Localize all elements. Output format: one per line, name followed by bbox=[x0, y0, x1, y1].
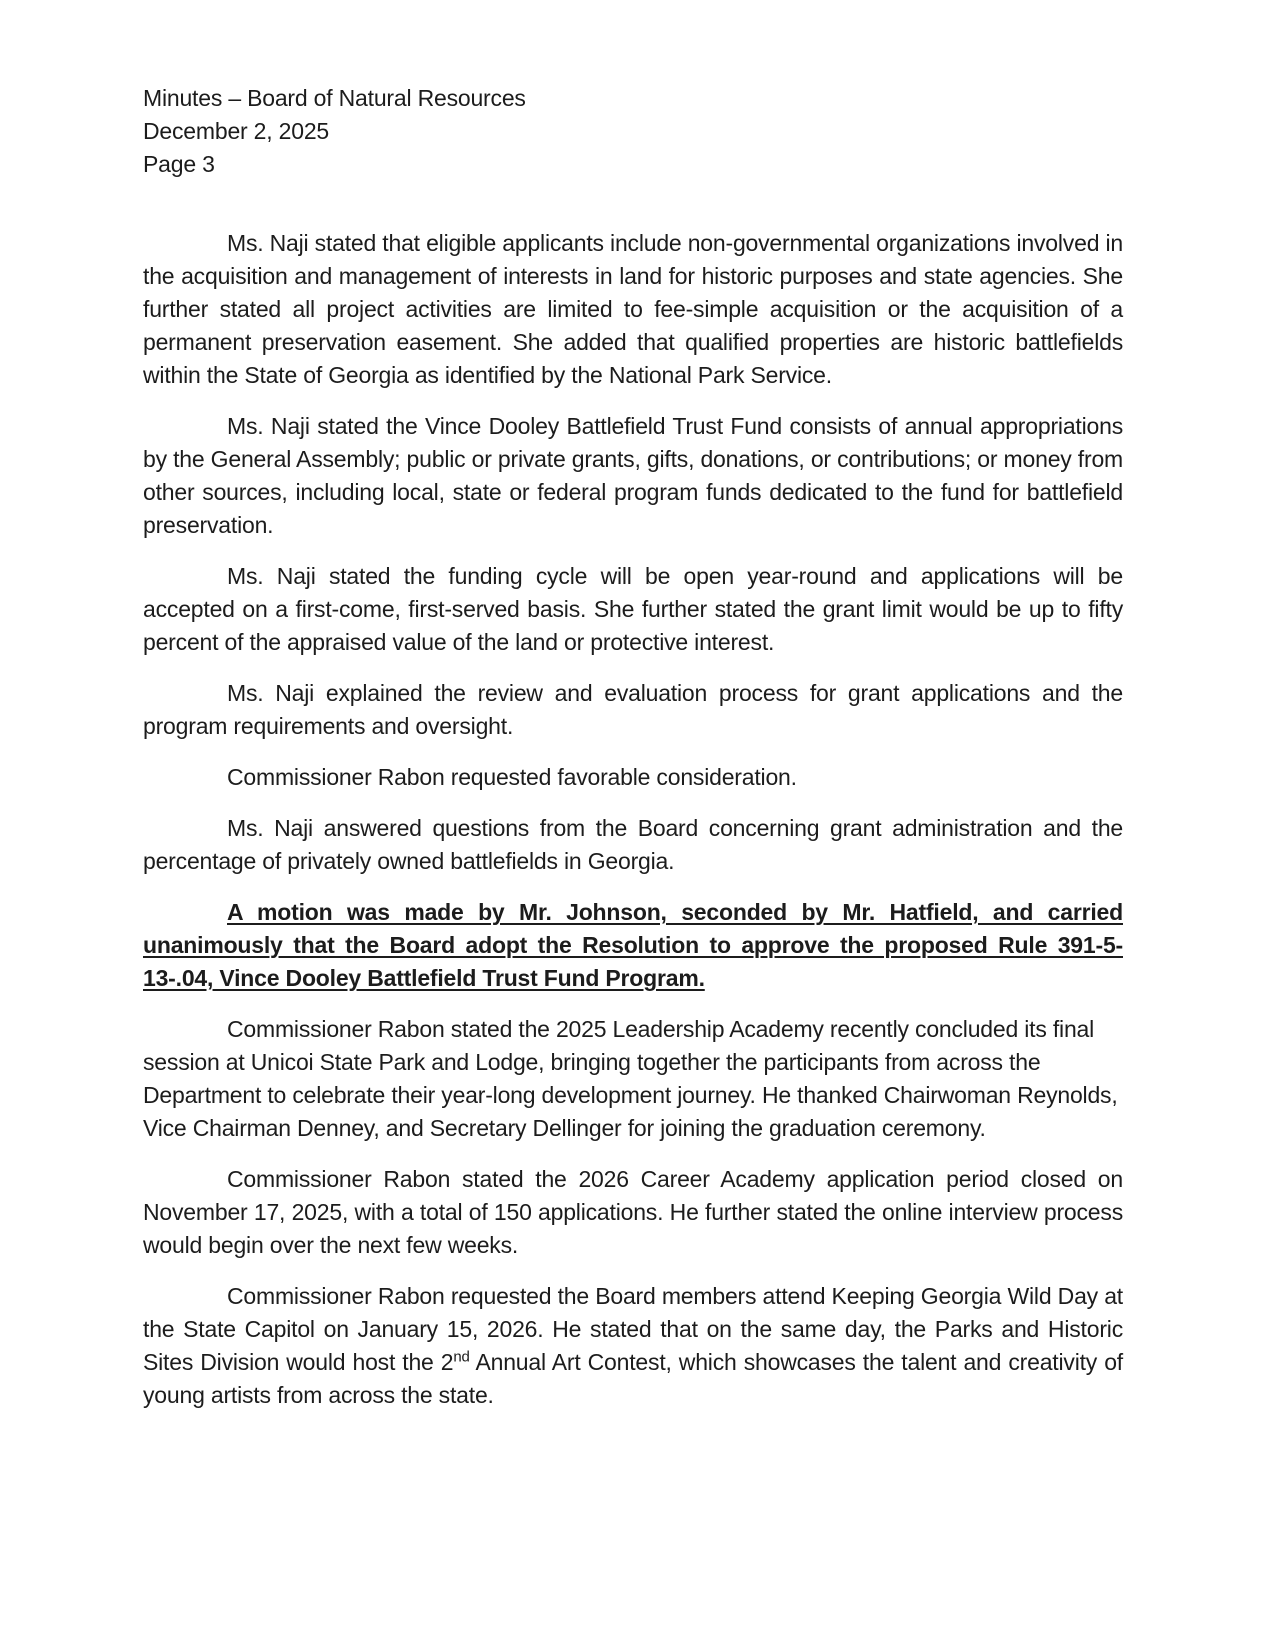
document-content bbox=[143, 82, 1123, 1430]
paragraph-leadership-academy: Commissioner Rabon stated the 2025 Leadership Academy recently concluded its final session at Unicoi State Park and Lodge, bringing together the participants from across the Department to celebrate their year-long development journey. He thanked Chairwoman Reynolds, Vice Chairman Denney, and Secretary Dellinger for joining the graduation ceremony. bbox=[143, 1016, 1118, 1141]
header-date: December 2, 2025 bbox=[143, 118, 330, 144]
paragraph-funding-cycle: Ms. Naji stated the funding cycle will be open year-round and applications will be accepted on a first-come, first-served basis. She further stated the grant limit would be up to fifty percent of the appraised value of the land or protective interest. bbox=[143, 563, 1123, 655]
document-header bbox=[143, 82, 1123, 181]
paragraph-review-process: Ms. Naji explained the review and evaluation process for grant applications and the program requirements and oversight. bbox=[143, 680, 1123, 739]
paragraph-segment-post: Annual Art Contest, which showcases the talent and creativity of young artists from across the state. bbox=[143, 1349, 1123, 1408]
paragraph-segment-pre: Commissioner Rabon requested the Board members attend Keeping Georgia Wild Day at the State Capitol on January 15, 2026. He stated that on the same day, the Parks and Historic Sites Division would host the 2 bbox=[143, 1283, 1123, 1375]
header-title: Minutes – Board of Natural Resources bbox=[143, 85, 526, 111]
ordinal-superscript: nd bbox=[453, 1348, 470, 1366]
paragraph-career-academy: Commissioner Rabon stated the 2026 Career Academy application period closed on November 17, 2025, with a total of 150 applications. He further stated the online interview process would begin over the next few weeks. bbox=[143, 1166, 1123, 1258]
paragraph-trust-fund-sources: Ms. Naji stated the Vince Dooley Battlefield Trust Fund consists of annual appropriations by the General Assembly; public or private grants, gifts, donations, or contributions; or money from other sources, including local, state or federal program funds dedicated to the fund for battlefield preservation. bbox=[143, 413, 1123, 538]
paragraph-favorable-consideration: Commissioner Rabon requested favorable consideration. bbox=[227, 764, 797, 790]
paragraph-keeping-georgia-wild bbox=[143, 1280, 1123, 1412]
paragraph-board-questions: Ms. Naji answered questions from the Board concerning grant administration and the percentage of privately owned battlefields in Georgia. bbox=[143, 815, 1123, 874]
header-page-number: Page 3 bbox=[143, 151, 215, 177]
paragraph-eligible-applicants: Ms. Naji stated that eligible applicants include non-governmental organizations involved in the acquisition and management of interests in land for historic purposes and state agencies. She further stated all project activities are limited to fee-simple acquisition or the acquisition of a permanent preservation easement. She added that qualified properties are historic battlefields within the State of Georgia as identified by the National Park Service. bbox=[143, 230, 1123, 388]
paragraph-motion-resolution: A motion was made by Mr. Johnson, seconded by Mr. Hatfield, and carried unanimously that the Board adopt the Resolution to approve the proposed Rule 391-5-13-.04, Vince Dooley Battlefield Trust Fund Program. bbox=[143, 899, 1123, 991]
